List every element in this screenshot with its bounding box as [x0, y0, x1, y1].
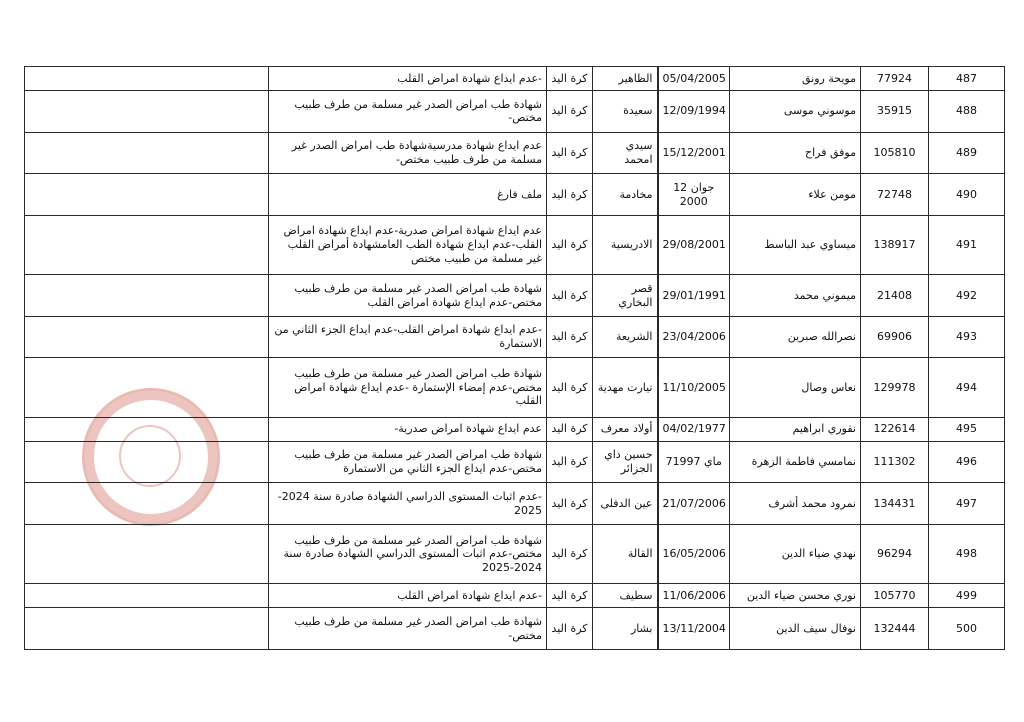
blank-cell	[25, 67, 269, 91]
sport: كرة اليد	[547, 483, 593, 525]
table-row	[25, 174, 1005, 216]
candidate-name: موسوني موسى	[730, 91, 861, 133]
sport: كرة اليد	[547, 215, 593, 274]
sport: كرة اليد	[547, 275, 593, 317]
remarks: عدم ايداع شهادة امراض صدرية-	[269, 417, 547, 441]
table-row	[25, 316, 1005, 358]
birth-place: سعيدة	[593, 91, 658, 133]
birth-place: حسين داي الجزائر	[593, 441, 658, 483]
birth-date: 11/06/2006	[658, 584, 730, 608]
birth-place: الادريسية	[593, 215, 658, 274]
birth-date: 7ماي 1997	[658, 441, 730, 483]
blank-cell	[25, 174, 269, 216]
candidate-name: مومن علاء	[730, 174, 861, 216]
birth-date: 12 جوان 2000	[658, 174, 730, 216]
table-row	[25, 525, 1005, 584]
birth-place: أولاد معرف	[593, 417, 658, 441]
candidates-table	[24, 66, 1005, 650]
candidate-name: نمامسي فاطمة الزهرة	[730, 441, 861, 483]
remarks: شهادة طب امراض الصدر غير مسلمة من طرف طبيب مختص-	[269, 608, 547, 650]
candidate-name: نقوري ابراهيم	[730, 417, 861, 441]
birth-date: 15/12/2001	[658, 132, 730, 174]
candidate-name: نهدي ضياء الدين	[730, 525, 861, 584]
registration-id: 96294	[861, 525, 929, 584]
birth-date: 29/01/1991	[658, 275, 730, 317]
remarks: -عدم ايداع شهادة امراض القلب	[269, 67, 547, 91]
remarks: شهادة طب امراض الصدر غير مسلمة من طرف طبيب مختص-عدم اثبات المستوى الدراسي الشهادة صادرة سنة 2024-2025	[269, 525, 547, 584]
birth-date: 23/04/2006	[658, 316, 730, 358]
blank-cell	[25, 132, 269, 174]
sport: كرة اليد	[547, 174, 593, 216]
sport: كرة اليد	[547, 91, 593, 133]
registration-id: 72748	[861, 174, 929, 216]
remarks: -عدم ايداع شهادة امراض القلب	[269, 584, 547, 608]
candidate-name: نوفال سيف الدين	[730, 608, 861, 650]
row-number: 487	[929, 67, 1005, 91]
registration-id: 105810	[861, 132, 929, 174]
remarks: ملف فارغ	[269, 174, 547, 216]
row-number: 494	[929, 358, 1005, 417]
sport: كرة اليد	[547, 525, 593, 584]
table-row	[25, 275, 1005, 317]
birth-place: عين الدفلى	[593, 483, 658, 525]
row-number: 495	[929, 417, 1005, 441]
blank-cell	[25, 608, 269, 650]
sport: كرة اليد	[547, 316, 593, 358]
candidate-name: نمرود محمد أشرف	[730, 483, 861, 525]
registration-id: 105770	[861, 584, 929, 608]
sport: كرة اليد	[547, 584, 593, 608]
birth-place: مخادمة	[593, 174, 658, 216]
sport: كرة اليد	[547, 67, 593, 91]
blank-cell	[25, 525, 269, 584]
blank-cell	[25, 316, 269, 358]
candidate-name: مويحة رونق	[730, 67, 861, 91]
sport: كرة اليد	[547, 417, 593, 441]
row-number: 491	[929, 215, 1005, 274]
registration-id: 138917	[861, 215, 929, 274]
registration-id: 122614	[861, 417, 929, 441]
blank-cell	[25, 417, 269, 441]
birth-place: سطيف	[593, 584, 658, 608]
row-number: 493	[929, 316, 1005, 358]
row-number: 490	[929, 174, 1005, 216]
blank-cell	[25, 91, 269, 133]
row-number: 500	[929, 608, 1005, 650]
birth-date: 21/07/2006	[658, 483, 730, 525]
birth-place: الظاهير	[593, 67, 658, 91]
table-row	[25, 132, 1005, 174]
row-number: 489	[929, 132, 1005, 174]
candidate-name: موفق فراح	[730, 132, 861, 174]
registration-id: 129978	[861, 358, 929, 417]
remarks: شهادة طب امراض الصدر غير مسلمة من طرف طبيب مختص-	[269, 91, 547, 133]
row-number: 496	[929, 441, 1005, 483]
registration-id: 132444	[861, 608, 929, 650]
registration-id: 69906	[861, 316, 929, 358]
birth-place: سيدي امحمد	[593, 132, 658, 174]
table-row	[25, 441, 1005, 483]
remarks: -عدم اثبات المستوى الدراسي الشهادة صادرة سنة 2024-2025	[269, 483, 547, 525]
candidate-name: ميساوي عبد الباسط	[730, 215, 861, 274]
registration-id: 134431	[861, 483, 929, 525]
blank-cell	[25, 483, 269, 525]
birth-date: 04/02/1977	[658, 417, 730, 441]
blank-cell	[25, 215, 269, 274]
candidate-name: ميموني محمد	[730, 275, 861, 317]
birth-date: 16/05/2006	[658, 525, 730, 584]
candidate-name: نوري محسن ضياء الدين	[730, 584, 861, 608]
table-row	[25, 483, 1005, 525]
table-row	[25, 608, 1005, 650]
remarks: شهادة طب امراض الصدر غير مسلمة من طرف طبيب مختص-عدم ايداع الجزء الثاني من الاستمارة	[269, 441, 547, 483]
birth-place: الشريعة	[593, 316, 658, 358]
birth-place: القالة	[593, 525, 658, 584]
blank-cell	[25, 441, 269, 483]
table-row	[25, 417, 1005, 441]
remarks: -عدم ايداع شهادة امراض القلب-عدم ايداع الجزء الثاني من الاستمارة	[269, 316, 547, 358]
row-number: 499	[929, 584, 1005, 608]
table-row	[25, 358, 1005, 417]
registration-id: 111302	[861, 441, 929, 483]
birth-place: بشار	[593, 608, 658, 650]
registration-id: 35915	[861, 91, 929, 133]
birth-date: 13/11/2004	[658, 608, 730, 650]
table-row	[25, 91, 1005, 133]
table-body	[25, 67, 1005, 650]
birth-date: 05/04/2005	[658, 67, 730, 91]
blank-cell	[25, 358, 269, 417]
blank-cell	[25, 275, 269, 317]
row-number: 492	[929, 275, 1005, 317]
birth-date: 11/10/2005	[658, 358, 730, 417]
birth-place: قصر البخاري	[593, 275, 658, 317]
page-top-edge	[0, 0, 1024, 6]
table-row	[25, 215, 1005, 274]
remarks: عدم ايداع شهادة مدرسيةشهادة طب امراض الصدر غير مسلمة من طرف طبيب مختص-	[269, 132, 547, 174]
sport: كرة اليد	[547, 441, 593, 483]
candidate-name: نصرالله صبرين	[730, 316, 861, 358]
candidate-name: نعاس وصال	[730, 358, 861, 417]
row-number: 497	[929, 483, 1005, 525]
blank-cell	[25, 584, 269, 608]
registration-id: 77924	[861, 67, 929, 91]
sport: كرة اليد	[547, 358, 593, 417]
sport: كرة اليد	[547, 608, 593, 650]
row-number: 498	[929, 525, 1005, 584]
birth-date: 12/09/1994	[658, 91, 730, 133]
table-row	[25, 67, 1005, 91]
birth-place: تيارت مهدية	[593, 358, 658, 417]
remarks: عدم ايداع شهادة امراض صدرية-عدم ايداع شهادة امراض القلب-عدم ايداع شهادة الطب العامشهادة أمراض القلب غير مسلمة من طبيب مختص	[269, 215, 547, 274]
table-row	[25, 584, 1005, 608]
remarks: شهادة طب امراض الصدر غير مسلمة من طرف طبيب مختص-عدم ايداع شهادة امراض القلب	[269, 275, 547, 317]
remarks: شهادة طب امراض الصدر غير مسلمة من طرف طبيب مختص-عدم إمضاء الإستمارة -عدم ايداع شهادة امراض القلب	[269, 358, 547, 417]
birth-date: 29/08/2001	[658, 215, 730, 274]
sport: كرة اليد	[547, 132, 593, 174]
row-number: 488	[929, 91, 1005, 133]
registration-id: 21408	[861, 275, 929, 317]
